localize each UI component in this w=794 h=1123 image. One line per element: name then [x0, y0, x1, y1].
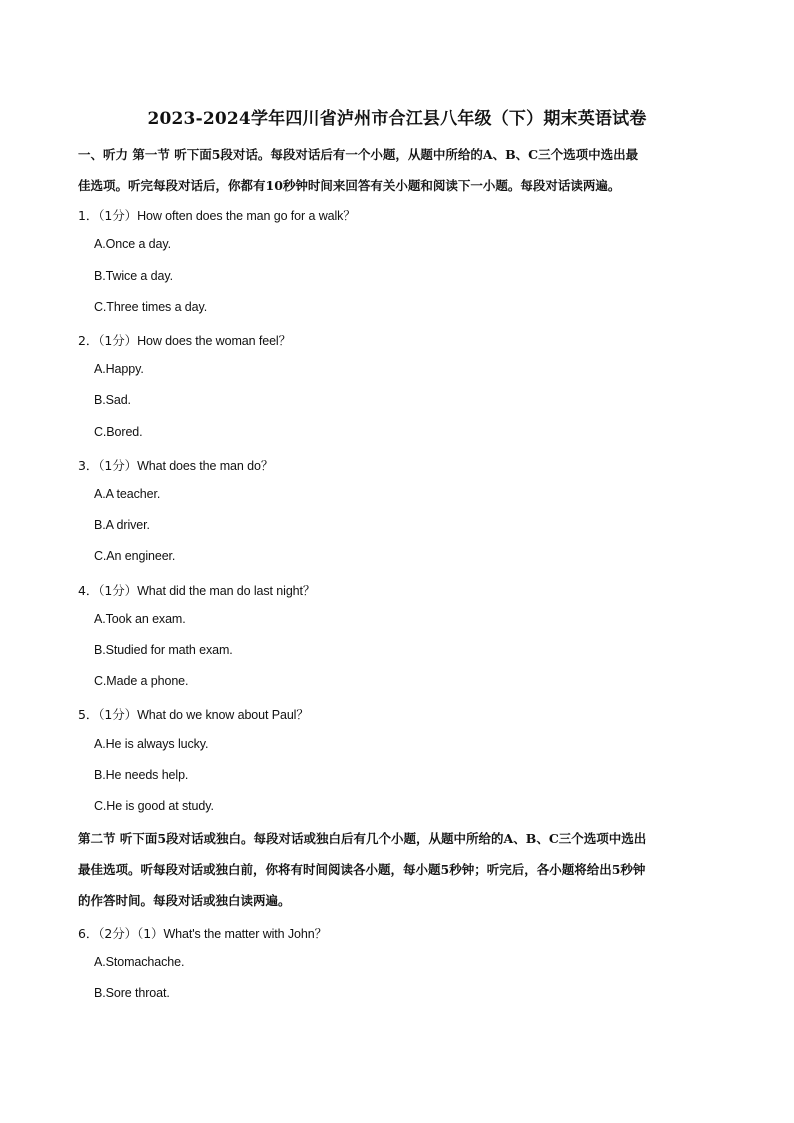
question-6 [78, 924, 327, 942]
question-4-option-c: C.Made a phone. [94, 674, 189, 688]
section-2-instructions [78, 823, 718, 916]
question-4-text: What did the man do last night？ [137, 584, 316, 598]
question-5-option-a: A.He is always lucky. [94, 737, 209, 751]
question-6-prefix: 6．（2分）（1） [78, 926, 164, 941]
question-2-option-c: C.Bored. [94, 425, 143, 439]
question-5-text: What do we know about Paul？ [137, 708, 309, 722]
question-4 [78, 581, 315, 599]
question-3-prefix: 3．（1分） [78, 458, 138, 473]
question-5 [78, 705, 309, 723]
section-1-line-2: 佳选项。听完每段对话后，你都有10秒钟时间来回答有关小题和阅读下一小题。每段对话读两遍。 [78, 178, 621, 193]
question-6-option-a: A.Stomachache. [94, 955, 185, 969]
question-6-text: What's the matter with John？ [163, 927, 328, 941]
question-3-option-a: A.A teacher. [94, 487, 161, 501]
section-2-line-3: 的作答时间。每段对话或独白读两遍。 [78, 893, 291, 908]
question-1 [78, 206, 356, 224]
question-1-option-a: A.Once a day. [94, 237, 171, 251]
section-2-line-1: 第二节 听下面5段对话或独白。每段对话或独白后有几个小题，从题中所给的A、B、C三个选项中选出 [78, 831, 647, 846]
question-1-text: How often does the man go for a walk？ [137, 209, 356, 223]
question-4-option-b: B.Studied for math exam. [94, 643, 233, 657]
question-5-option-b: B.He needs help. [94, 768, 189, 782]
section-1-line-1: 一、听力 第一节 听下面5段对话。每段对话后有一个小题，从题中所给的A、B、C三个选项中选出最 [78, 147, 639, 162]
question-5-prefix: 5．（1分） [78, 707, 138, 722]
question-4-option-a: A.Took an exam. [94, 612, 186, 626]
question-3-option-b: B.A driver. [94, 518, 150, 532]
question-2 [78, 331, 291, 349]
page-title: 2023-2024学年四川省泸州市合江县八年级（下）期末英语试卷 [147, 109, 647, 129]
question-1-option-c: C.Three times a day. [94, 300, 208, 314]
question-2-prefix: 2．（1分） [78, 333, 138, 348]
question-1-prefix: 1．（1分） [78, 208, 138, 223]
section-1-instructions [78, 139, 718, 201]
question-6-option-b: B.Sore throat. [94, 986, 170, 1000]
question-1-option-b: B.Twice a day. [94, 269, 173, 283]
question-2-option-b: B.Sad. [94, 393, 131, 407]
question-3-text: What does the man do？ [137, 459, 274, 473]
question-4-prefix: 4．（1分） [78, 583, 138, 598]
section-2-line-2: 最佳选项。听每段对话或独白前，你将有时间阅读各小题，每小题5秒钟；听完后，各小题将给出5秒钟 [78, 862, 646, 877]
question-3 [78, 456, 273, 474]
question-5-option-c: C.He is good at study. [94, 799, 214, 813]
question-3-option-c: C.An engineer. [94, 549, 176, 563]
question-2-text: How does the woman feel？ [137, 334, 291, 348]
question-2-option-a: A.Happy. [94, 362, 144, 376]
